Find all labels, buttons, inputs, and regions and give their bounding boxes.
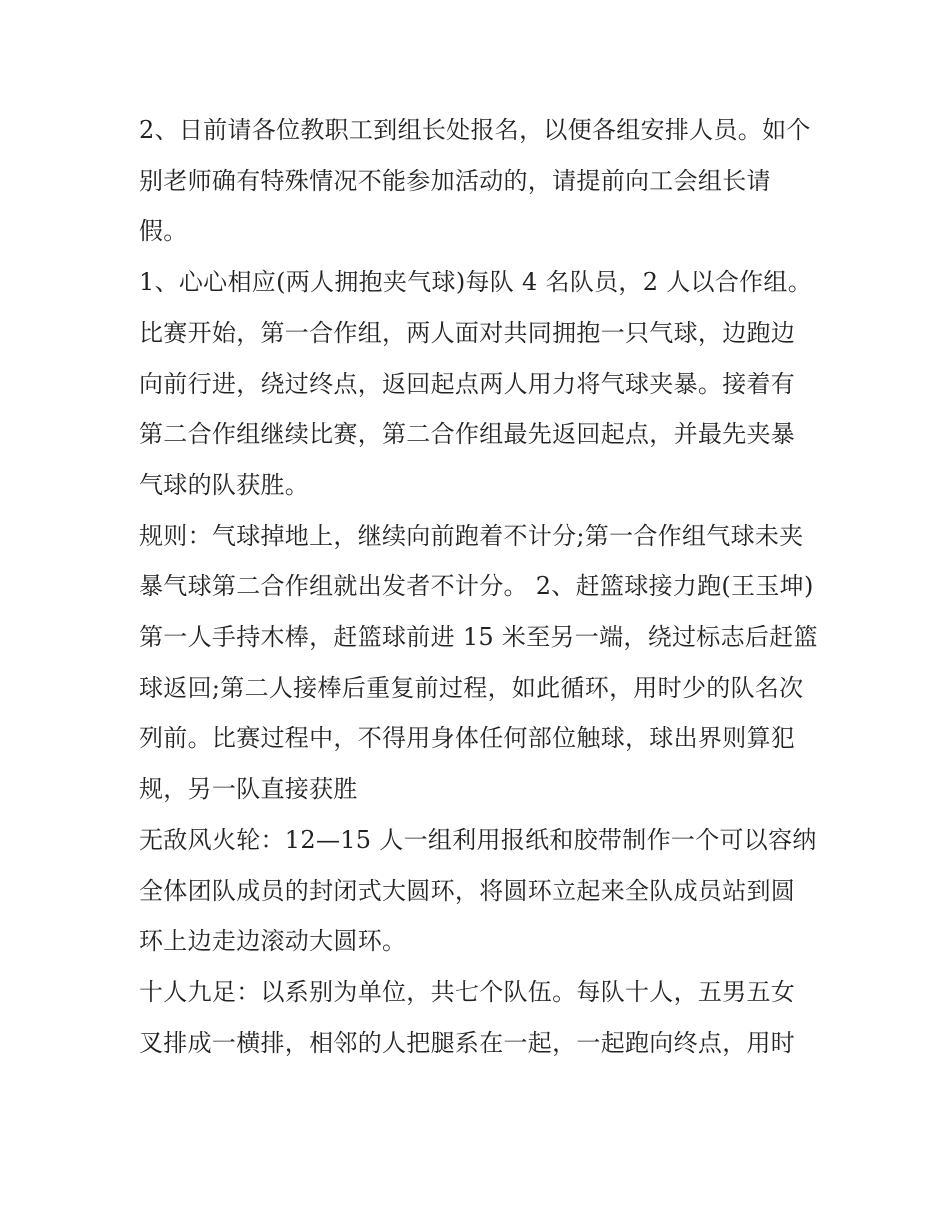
paragraph-balloon-relay: 1、心心相应(两人拥抱夹气球)每队 4 名队员，2 人以合作组。比赛开始，第一合作组，两人面对共同拥抱一只气球，边跑边向前行进，绕过终点，返回起点两人用力将气球夹暴。接着有第二合作组继续比赛，第二合作组最先返回起点，并最先夹暴气球的队获胜。 xyxy=(139,268,813,499)
paragraph-ten-people-nine-legs: 十人九足：以系别为单位，共七个队伍。每队十人，五男五女叉排成一横排，相邻的人把腿系在一起，一起跑向终点，用时 xyxy=(139,977,796,1057)
document-body xyxy=(139,105,819,1068)
paragraph-registration: 2、日前请各位教职工到组长处报名，以便各组安排人员。如个别老师确有特殊情况不能参加活动的，请提前向工会组长请假。 xyxy=(139,116,811,246)
paragraph-balloon-rules: 规则：气球掉地上，继续向前跑着不计分;第一合作组气球未夹暴气球第二合作组就出发者不计分。 2、赶篮球接力跑(王玉坤) xyxy=(139,521,814,601)
paragraph-basketball-relay: 第一人手持木棒，赶篮球前进 15 米至另一端，绕过标志后赶篮球返回;第二人接棒后重复前过程，如此循环，用时少的队名次列前。比赛过程中，不得用身体任何部位触球，球出界则算犯规，另一队直接获胜 xyxy=(139,623,818,804)
paragraph-fire-wheel: 无敌风火轮：12—15 人一组利用报纸和胶带制作一个可以容纳全体团队成员的封闭式大圆环，将圆环立起来全队成员站到圆环上边走边滚动大圆环。 xyxy=(139,825,817,956)
